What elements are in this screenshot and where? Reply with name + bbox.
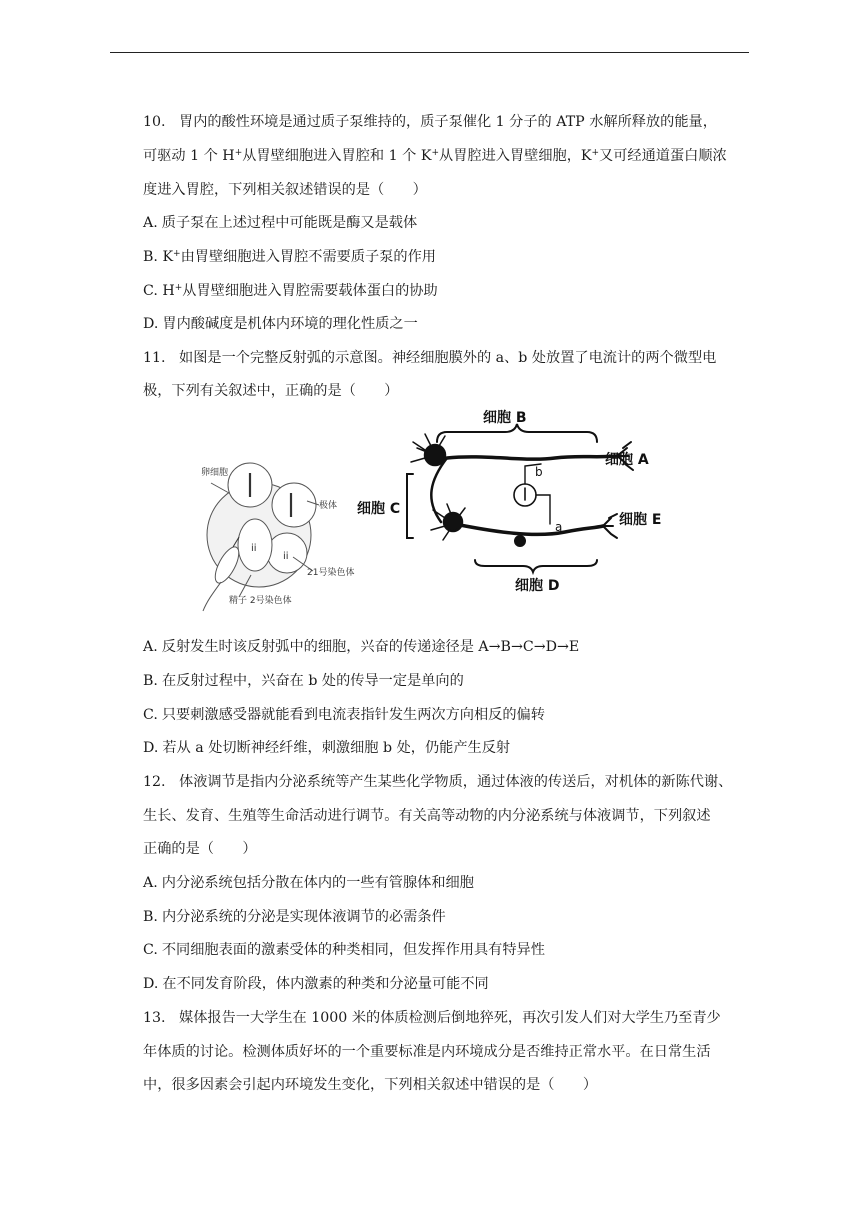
cell-c-label: 细胞 C bbox=[357, 501, 401, 517]
chromosome-mark-a: ii bbox=[251, 543, 257, 554]
reflex-arc-figure bbox=[355, 400, 685, 600]
q12-line-2: 生长、发育、生殖等生命活动进行调节。有关高等动物的内分泌系统与体液调节，下列叙述 bbox=[143, 808, 711, 824]
q13-number: 13. bbox=[143, 1010, 166, 1026]
header-rule bbox=[110, 52, 749, 53]
cell-b-label: 细胞 B bbox=[483, 410, 527, 426]
q11-option-c: C. 只要刺激感受器就能看到电流表指针发生两次方向相反的偏转 bbox=[143, 707, 545, 723]
sperm-label: 精子 2号染色体 bbox=[229, 596, 292, 606]
egg-label: 卵细胞 bbox=[201, 468, 229, 478]
q11-option-b: B. 在反射过程中，兴奋在 b 处的传导一定是单向的 bbox=[143, 673, 464, 689]
polar-body-label: 极体 bbox=[319, 501, 338, 511]
q12-line-1: 12. 体液调节是指内分泌系统等产生某些化学物质，通过体液的传送后，对机体的新陈代谢、 bbox=[143, 774, 733, 790]
chromosome-mark-b: ii bbox=[283, 551, 289, 562]
q13-line-3: 中，很多因素会引起内环境发生变化，下列相关叙述中错误的是（ ） bbox=[143, 1077, 598, 1093]
chr21-label: 21号染色体 bbox=[307, 568, 355, 578]
q13-line-1: 13. 媒体报告一大学生在 1000 米的体质检测后倒地猝死，再次引发人们对大学生乃至青少 bbox=[143, 1010, 721, 1026]
q10-option-a: A. 质子泵在上述过程中可能既是酶又是载体 bbox=[143, 215, 418, 231]
q12-option-c: C. 不同细胞表面的激素受体的种类相同，但发挥作用具有特异性 bbox=[143, 942, 545, 958]
q10-option-d: D. 胃内酸碱度是机体内环境的理化性质之一 bbox=[143, 316, 418, 332]
cell-e-label: 细胞 E bbox=[619, 512, 662, 528]
q11-number: 11. bbox=[143, 350, 166, 366]
q10-number: 10. bbox=[143, 114, 166, 130]
q10-option-b: B. K+由胃壁细胞进入胃腔不需要质子泵的作用 bbox=[143, 249, 436, 265]
cell-d-label: 细胞 D bbox=[515, 578, 560, 594]
q12-option-a: A. 内分泌系统包括分散在体内的一些有管腺体和细胞 bbox=[143, 875, 474, 891]
q12-line-3: 正确的是（ ） bbox=[143, 841, 257, 857]
q10-line-1: 10. 胃内的酸性环境是通过质子泵维持的，质子泵催化 1 分子的 ATP 水解所释放的能量， bbox=[143, 114, 717, 130]
q10-option-c: C. H+从胃壁细胞进入胃腔需要载体蛋白的协助 bbox=[143, 283, 438, 299]
q11-line-2: 极，下列有关叙述中，正确的是（ ） bbox=[143, 383, 399, 399]
q12-number: 12. bbox=[143, 774, 166, 790]
cell-a-label: 细胞 A bbox=[605, 452, 649, 468]
q11-option-d: D. 若从 a 处切断神经纤维，刺激细胞 b 处，仍能产生反射 bbox=[143, 740, 511, 756]
q10-line-2: 可驱动 1 个 H+从胃壁细胞进入胃腔和 1 个 K+从胃腔进入胃壁细胞，K+又可经通道蛋白顺浓 bbox=[143, 148, 727, 164]
q11-line-1: 11. 如图是一个完整反射弧的示意图。神经细胞膜外的 a、b 处放置了电流计的两个微型电 bbox=[143, 350, 717, 366]
electrode-b-label: b bbox=[535, 465, 543, 479]
electrode-a-label: a bbox=[555, 520, 563, 534]
q13-line-2: 年体质的讨论。检测体质好坏的一个重要标准是内环境成分是否维持正常水平。在日常生活 bbox=[143, 1044, 711, 1060]
q12-option-d: D. 在不同发育阶段，体内激素的种类和分泌量可能不同 bbox=[143, 976, 489, 992]
q11-option-a: A. 反射发生时该反射弧中的细胞，兴奋的传递途径是 A→B→C→D→E bbox=[143, 639, 580, 655]
q10-line-3: 度进入胃腔，下列相关叙述错误的是（ ） bbox=[143, 182, 427, 198]
q12-option-b: B. 内分泌系统的分泌是实现体液调节的必需条件 bbox=[143, 909, 446, 925]
